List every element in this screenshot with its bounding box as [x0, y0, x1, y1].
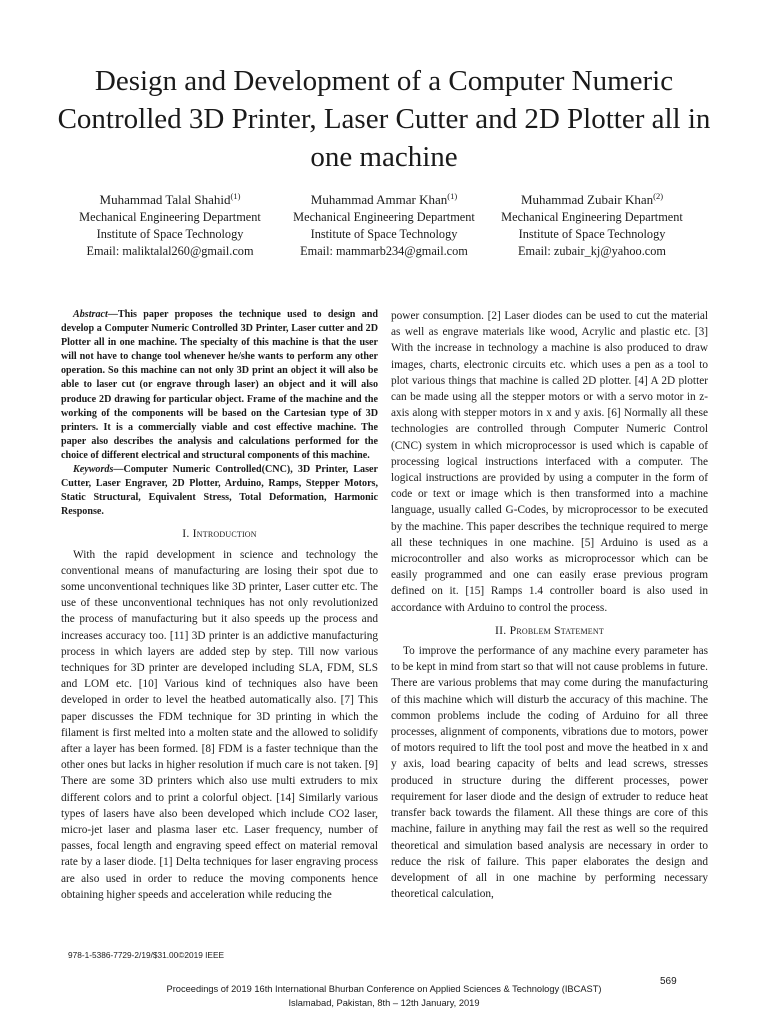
section-title: Introduction: [192, 526, 257, 541]
copyright-notice: 978-1-5386-7729-2/19/$31.00©2019 IEEE: [68, 950, 225, 960]
section-title: Problem Statement: [509, 622, 604, 637]
keywords-text: —Computer Numeric Controlled(CNC), 3D Printer, Laser Cutter, Laser Engraver, 2D Plotter, Arduino, Ramps, Stepper Motors, Static Structural, Equivalent Stress, Total Deformation, Harmonic Response.: [61, 464, 378, 518]
author-institute: Institute of Space Technology: [310, 227, 458, 242]
introduction-paragraph: With the rapid development in science and technology the conventional means of manufacturing are losing their spot due to some unconventional techniques like 3D printer, Laser cutter etc. The use of these unconventional techniques has not only revolutionized the process of manufacturing but it also speeds up the process and increases accuracy too. [11] 3D printer is an addictive manufacturing process in which layers are added step by step. Till now various techniques for 3D printer are developed including SLA, FDM, SLS and LOM etc. [10] Various kind of techniques also have been developed in order to level the heatbed automatically also. [7] This paper discusses the FDM technique for 3D printing in which the filament is first melted into a molten state and the allowed to solidify after a layer has been formed. [8] FDM is a faster technique than the other ones but lacks in higher resolution if much care is not taken. [9] There are some 3D printers which also use multi extruders to mix different colors and to print a colorful object. [14] Similarly various types of lasers have also been developed which include CO2 laser, micro-jet laser and plasma laser etc. Laser frequency, number of passes, focal length and engraving speed effect on material removal rate by a laser diode. [1] Delta techniques for laser engraving process are also used in order to reduce the moving components hence obtaining higher speeds and acceleration while reducing the: [61, 548, 378, 901]
section-heading-introduction: [61, 525, 378, 541]
conference-footer: [0, 982, 768, 1010]
author-institute: Institute of Space Technology: [96, 227, 244, 242]
affiliation-mark: (2): [653, 191, 664, 201]
paper-title: Design and Development of a Computer Numeric Controlled 3D Printer, Laser Cutter and 2D Plotter all in one machine: [57, 65, 711, 173]
author-email: Email: mammarb234@gmail.com: [300, 244, 468, 259]
author-department: Mechanical Engineering Department: [501, 210, 683, 225]
section-number: II.: [495, 622, 507, 637]
author-department: Mechanical Engineering Department: [293, 210, 475, 225]
author-department: Mechanical Engineering Department: [79, 210, 261, 225]
author-3: [482, 188, 702, 260]
author-email: Email: maliktalal260@gmail.com: [86, 244, 254, 259]
author-institute: Institute of Space Technology: [518, 227, 666, 242]
author-name: Muhammad Ammar Khan: [310, 192, 448, 208]
keywords-label: Keywords: [73, 464, 114, 476]
affiliation-mark: (1): [230, 191, 241, 201]
author-2: [274, 188, 494, 260]
author-name: Muhammad Zubair Khan: [520, 192, 654, 208]
author-1: [60, 188, 280, 260]
conference-name: Proceedings of 2019 16th International Bhurban Conference on Applied Sciences & Technology (IBCAST): [166, 984, 602, 994]
conference-location: Islamabad, Pakistan, 8th – 12th January, 2019: [288, 998, 480, 1008]
right-column: [391, 308, 708, 902]
section-heading-problem-statement: [391, 622, 708, 638]
abstract: [61, 308, 378, 463]
problem-statement-paragraph: To improve the performance of any machine every parameter has to be kept in mind from start so that will not cause problems in future. There are various problems that may come during the manufacturing of this machine which will disturb the accuracy of this machine. The common problems include the coding of Arduino for all three processes, alignment of components, vibrations due to motors, power of motors required to lift the tool post and move the heatbed in x and y axis, load bearing capacity of belts and lead screws, stresses produced in structure during the different processes, power requirement for laser diode and the design of extruder to reduce heat transfer back towards the filament. All these things are core of this machine, failure in anything may fail the rest as well so the required theoretical and simulation based analysis are necessary in order to reduce the risk of failure. This paper elaborates the design and development of all in one machine by performing necessary theoretical calculation,: [391, 645, 708, 901]
author-email: Email: zubair_kj@yahoo.com: [518, 244, 666, 259]
keywords: [61, 463, 378, 519]
section-number: I.: [182, 526, 190, 541]
introduction-paragraph-continued: power consumption. [2] Laser diodes can be used to cut the material as well as engrave materials like wood, Acrylic and plastic etc. [3] With the increase in technology a machine is also produced to draw images, charts, electronic circuits etc. which uses a pen as a tool to plot various things that machine is called 2D plotter. [4] A 2D plotter can be made using all the stepper motors or with a servo motor in z-axis along with stepper motors in x and y axis. [6] Normally all these technologies are controlled through Computer Numeric Control (CNC) system in which microprocessor is used which is capable of processing logical instructions interfaced with a computer. The logical instructions are provided by using a computer in the form of code or text or image which is then transformed into a machine language, usually called G-Codes, by microprocessor to be executed by the machine. This paper describes the technique required to merge all these techniques in one machine. [5] Arduino is used as a microcontroller and also works as microprocessor which can be easily programmed and one can easily erase previous program defined on it. [15] Ramps 1.4 controller board is also used in accordance with Arduino to control the process.: [391, 310, 708, 614]
abstract-text: —This paper proposes the technique used to design and develop a Computer Numeric Controlled 3D Printer, Laser cutter and 2D Plotter all in one machine. The specialty of this machine is that the user will not have to change tool whenever he/she wants to perform any other operation. So this machine can not only 3D print an object it will also be able to laser cut (or engrave through laser) an object and it will also produce 2D drawing for particular object. Frame of the machine and the working of the components will be based on the Cartesian type of 3D printers. It is a commercially viable and cost effective machine. The paper also describes the analysis and calculations performed for the choice of different electrical and structural components of this machine.: [61, 309, 378, 461]
page-number: 569: [660, 976, 677, 987]
author-name: Muhammad Talal Shahid: [99, 192, 231, 208]
abstract-label: Abstract: [73, 309, 108, 320]
affiliation-mark: (1): [447, 191, 458, 201]
left-column: [61, 308, 378, 903]
